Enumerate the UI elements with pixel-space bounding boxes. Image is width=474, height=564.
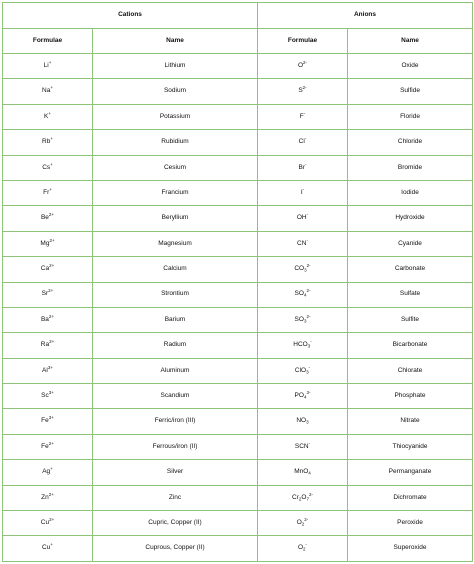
cation-name-cell: Strontium [93, 282, 258, 307]
cation-name-column-header: Name [93, 29, 258, 54]
charge: + [50, 161, 53, 167]
anion-name-cell: Hydroxide [348, 206, 473, 231]
table-row [3, 206, 473, 231]
table-row [3, 257, 473, 282]
ions-table [2, 2, 473, 562]
anion-name-cell: Thiocyanide [348, 434, 473, 459]
formula-symbol: Fe [41, 417, 49, 425]
formula-symbol: Rb [42, 138, 51, 146]
anion-formula-cell [258, 485, 348, 510]
anion-formula-cell [258, 511, 348, 536]
anion-formula-cell [258, 231, 348, 256]
table-row [3, 79, 473, 104]
anion-formula-cell [258, 307, 348, 332]
anion-formula-cell [258, 358, 348, 383]
formula-symbol: CO [294, 265, 305, 273]
formula-symbol: Cu [40, 518, 50, 526]
anion-name-cell: Nitrate [348, 409, 473, 434]
cation-formula-cell [3, 282, 93, 307]
charge: 2- [304, 516, 309, 522]
anion-formula-cell [258, 130, 348, 155]
anion-formula-cell [258, 460, 348, 485]
cation-formula-cell [3, 104, 93, 129]
subscript: 4 [303, 292, 307, 298]
charge: - [302, 186, 305, 192]
table-row [3, 104, 473, 129]
table-row [3, 180, 473, 205]
anion-formula-cell [258, 104, 348, 129]
charge: 2+ [48, 440, 54, 446]
subscript: 3 [304, 267, 307, 273]
charge: 3+ [47, 364, 53, 370]
anion-formula-cell [258, 384, 348, 409]
cation-name-cell: Ferric/iron (III) [93, 409, 258, 434]
formula-symbol: I [300, 188, 303, 196]
table-row [3, 333, 473, 358]
subscript: 3 [306, 419, 309, 425]
anion-name-cell: Iodide [348, 180, 473, 205]
charge: 2+ [48, 212, 55, 218]
cation-formula-cell [3, 409, 93, 434]
anions-header: Anions [258, 3, 473, 29]
formula-symbol: Ba [40, 315, 49, 323]
formula-symbol: Fe [41, 442, 49, 450]
charge: 3+ [48, 415, 54, 421]
cation-name-cell: Silver [93, 460, 258, 485]
table-row [3, 536, 473, 562]
cation-name-cell: Radium [93, 333, 258, 358]
cation-formula-cell [3, 333, 93, 358]
formula-symbol: Al [42, 366, 48, 374]
charge: + [50, 136, 53, 142]
subscript: 2 [298, 496, 302, 502]
table-row [3, 54, 473, 79]
cation-formula-cell [3, 54, 93, 79]
table-row [3, 358, 473, 383]
formula-symbol: Mg [40, 239, 50, 247]
charge: - [304, 136, 307, 142]
charge: 2- [306, 263, 311, 269]
charge: 2+ [49, 237, 55, 243]
charge: 2+ [49, 263, 55, 269]
cation-name-cell: Potassium [93, 104, 258, 129]
cation-name-cell: Lithium [93, 54, 258, 79]
ion-rows [3, 54, 473, 562]
cations-header: Cations [3, 3, 258, 29]
charge: + [50, 466, 53, 472]
charge: + [49, 186, 52, 192]
charge: - [306, 237, 308, 243]
cation-name-cell: Sodium [93, 79, 258, 104]
cation-name-cell: Francium [93, 180, 258, 205]
formula-symbol: Ra [40, 341, 50, 349]
anion-name-column-header: Name [348, 29, 473, 54]
anion-formula-cell [258, 180, 348, 205]
formula-symbol: HCO [293, 341, 308, 349]
subscript: 3 [307, 343, 311, 349]
subscript: 4 [303, 394, 307, 400]
cation-name-cell: Cupric, Copper (II) [93, 511, 258, 536]
charge: 2+ [48, 288, 54, 294]
cation-name-cell: Scandium [93, 384, 258, 409]
table-row [3, 511, 473, 536]
anion-name-cell: Bicarbonate [348, 333, 473, 358]
formula-symbol: Li [43, 61, 49, 69]
anion-name-cell: Peroxide [348, 511, 473, 536]
formula-symbol: SO [294, 315, 304, 323]
table-row [3, 282, 473, 307]
anion-formula-cell [258, 282, 348, 307]
formula-symbol: PO [294, 392, 304, 400]
subscript: 2 [303, 546, 306, 552]
cation-name-cell: Beryllium [93, 206, 258, 231]
charge: 2+ [49, 339, 55, 345]
anion-name-cell: Chloride [348, 130, 473, 155]
formula-symbol: Be [40, 214, 49, 222]
anion-name-cell: Carbonate [348, 257, 473, 282]
subscript: 4 [308, 470, 311, 476]
formula-symbol: F [299, 112, 304, 120]
anion-name-cell: Sulfide [348, 79, 473, 104]
formula-symbol: SCN [294, 442, 309, 450]
charge: - [306, 212, 309, 218]
cation-formula-cell [3, 511, 93, 536]
table-row [3, 307, 473, 332]
charge: - [308, 440, 311, 446]
formula-symbol: Sc [41, 392, 49, 400]
anion-formula-cell [258, 333, 348, 358]
charge: 2+ [49, 516, 55, 522]
charge: + [50, 85, 53, 91]
subscript: 3 [306, 369, 309, 375]
cation-formulae-column-header: Formulae [3, 29, 93, 54]
anion-name-cell: Phosphate [348, 384, 473, 409]
formula-symbol: SO [294, 290, 304, 298]
charge: - [303, 110, 306, 116]
charge: 3+ [48, 390, 54, 396]
cation-formula-cell [3, 155, 93, 180]
anion-name-cell: Chlorate [348, 358, 473, 383]
cation-formula-cell [3, 180, 93, 205]
anion-formulae-column-header: Formulae [258, 29, 348, 54]
charge: 2- [303, 59, 308, 65]
charge: + [48, 59, 52, 65]
formula-symbol: Fr [43, 188, 50, 196]
cation-formula-cell [3, 384, 93, 409]
formula-symbol: O [296, 518, 302, 526]
formula-symbol: Na [42, 87, 51, 95]
cation-name-cell: Magnesium [93, 231, 258, 256]
charge: 2- [306, 288, 311, 294]
anion-name-cell: Sulfite [348, 307, 473, 332]
charge: - [305, 161, 307, 167]
cation-formula-cell [3, 358, 93, 383]
charge: 2- [302, 85, 307, 91]
table-row [3, 231, 473, 256]
cation-name-cell: Ferrous/iron (II) [93, 434, 258, 459]
charge: 3- [306, 390, 311, 396]
formula-symbol: Cu [42, 544, 51, 552]
subscript: 2 [301, 521, 305, 527]
formula-symbol: Cs [42, 163, 51, 171]
formula-symbol: NO [296, 417, 307, 425]
subscript: 7 [306, 496, 309, 502]
anion-formula-cell [258, 206, 348, 231]
cation-formula-cell [3, 434, 93, 459]
anion-name-cell: Bromide [348, 155, 473, 180]
cation-formula-cell [3, 307, 93, 332]
subscript: 3 [303, 318, 307, 324]
formula-symbol: MnO [294, 468, 309, 476]
table-row [3, 155, 473, 180]
formula-symbol: O [301, 493, 307, 501]
cation-formula-cell [3, 536, 93, 562]
charge: - [308, 364, 311, 370]
anion-formula-cell [258, 257, 348, 282]
cation-formula-cell [3, 460, 93, 485]
anion-formula-cell [258, 536, 348, 562]
formula-symbol: CN [297, 239, 307, 247]
formula-symbol: OH [296, 214, 307, 222]
charge: 2+ [48, 313, 55, 319]
anion-name-cell: Oxide [348, 54, 473, 79]
table-row [3, 460, 473, 485]
table-row [3, 434, 473, 459]
anion-name-cell: Floride [348, 104, 473, 129]
formula-symbol: K [44, 112, 49, 120]
table-row [3, 384, 473, 409]
charge: + [50, 542, 53, 548]
anion-name-cell: Cyanide [348, 231, 473, 256]
formula-symbol: Ag [42, 468, 51, 476]
formula-symbol: O [297, 61, 304, 69]
charge: + [48, 110, 51, 116]
table-row [3, 485, 473, 510]
anion-formula-cell [258, 54, 348, 79]
table-row [3, 409, 473, 434]
cation-name-cell: Barium [93, 307, 258, 332]
charge: 2- [306, 313, 311, 319]
formula-symbol: ClO [294, 366, 307, 374]
cation-name-cell: Zinc [93, 485, 258, 510]
anion-formula-cell [258, 409, 348, 434]
formula-symbol: O [297, 544, 304, 552]
anion-formula-cell [258, 79, 348, 104]
anion-name-cell: Dichromate [348, 485, 473, 510]
cation-name-cell: Cuprous, Copper (II) [93, 536, 258, 562]
formula-symbol: Cl [298, 138, 305, 146]
cation-name-cell: Rubidium [93, 130, 258, 155]
cation-formula-cell [3, 130, 93, 155]
cation-formula-cell [3, 485, 93, 510]
anion-name-cell: Permanganate [348, 460, 473, 485]
anion-formula-cell [258, 434, 348, 459]
cation-name-cell: Calcium [93, 257, 258, 282]
formula-symbol: Cr [292, 493, 299, 501]
cation-formula-cell [3, 257, 93, 282]
formula-symbol: Sr [41, 290, 49, 298]
formula-symbol: S [298, 87, 303, 95]
cation-formula-cell [3, 206, 93, 231]
cation-formula-cell [3, 79, 93, 104]
anion-name-cell: Superoxide [348, 536, 473, 562]
charge: 2+ [48, 491, 54, 497]
charge: 2- [308, 491, 313, 497]
anion-formula-cell [258, 155, 348, 180]
cation-formula-cell [3, 231, 93, 256]
cation-name-cell: Aluminum [93, 358, 258, 383]
cation-name-cell: Cesium [93, 155, 258, 180]
table-row [3, 130, 473, 155]
charge: - [305, 542, 308, 548]
anion-name-cell: Sulfate [348, 282, 473, 307]
formula-symbol: Br [298, 163, 305, 171]
charge: - [310, 339, 312, 345]
formula-symbol: Ca [40, 265, 50, 273]
formula-symbol: Zn [41, 493, 49, 501]
